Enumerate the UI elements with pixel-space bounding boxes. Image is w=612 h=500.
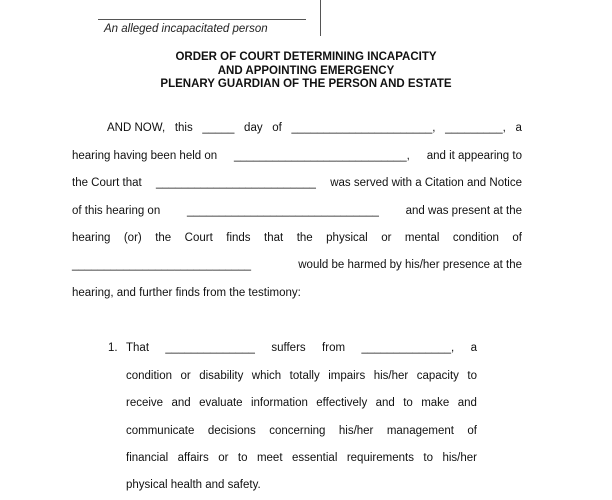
word: impairs bbox=[328, 370, 366, 382]
caption-signature-line bbox=[98, 19, 306, 20]
word: to bbox=[423, 452, 433, 464]
caption-vertical-rule bbox=[320, 0, 321, 36]
word: evaluate bbox=[199, 397, 243, 409]
blank-month: ______________________, bbox=[291, 122, 436, 134]
word: or bbox=[218, 452, 229, 464]
word: day bbox=[244, 122, 263, 134]
caption-label: An alleged incapacitated person bbox=[104, 23, 268, 35]
item-line-6: physical health and safety. bbox=[126, 479, 261, 491]
word: a bbox=[470, 342, 477, 354]
word: from bbox=[322, 342, 346, 354]
word: that bbox=[264, 232, 284, 244]
word: to bbox=[237, 452, 248, 464]
word: totally bbox=[289, 370, 320, 382]
blank-hearing-date: ___________________________, bbox=[233, 150, 410, 162]
item-line-5 bbox=[126, 452, 477, 464]
word: his/her bbox=[338, 425, 374, 437]
word: the bbox=[155, 232, 172, 244]
word: or bbox=[180, 370, 191, 382]
word: capacity bbox=[416, 370, 459, 382]
word: of bbox=[272, 122, 282, 134]
blank-person-name-2: ____________________________ bbox=[72, 259, 252, 271]
word: effectively bbox=[316, 397, 368, 409]
word: requirements bbox=[346, 452, 414, 464]
word: and bbox=[457, 397, 477, 409]
word: affairs bbox=[177, 452, 209, 464]
paragraph-line-1 bbox=[107, 122, 522, 134]
document-title bbox=[0, 51, 612, 92]
word: condition bbox=[126, 370, 173, 382]
word: disability bbox=[199, 370, 244, 382]
item-line-3 bbox=[126, 397, 477, 409]
word: suffers bbox=[271, 342, 306, 354]
text-segment: the Court that bbox=[72, 177, 142, 189]
word: to bbox=[403, 397, 413, 409]
word: and bbox=[171, 397, 191, 409]
word: finds bbox=[226, 232, 251, 244]
word: (or) bbox=[123, 232, 142, 244]
word: and bbox=[375, 397, 395, 409]
word: financial bbox=[126, 452, 169, 464]
word: information bbox=[250, 397, 308, 409]
word: his/her bbox=[442, 452, 477, 464]
title-line-2: AND APPOINTING EMERGENCY bbox=[217, 64, 395, 77]
word: condition bbox=[452, 232, 499, 244]
word: to bbox=[467, 370, 477, 382]
list-item-number: 1. bbox=[108, 342, 118, 354]
word: communicate bbox=[126, 425, 195, 437]
word: which bbox=[251, 370, 282, 382]
word: a bbox=[515, 122, 522, 134]
title-line-1: ORDER OF COURT DETERMINING INCAPACITY bbox=[175, 51, 437, 63]
paragraph-line-7: hearing, and further finds from the testimony: bbox=[72, 287, 301, 299]
item-line-2 bbox=[126, 370, 477, 382]
blank-hearing-date-2: ______________________________ bbox=[187, 205, 379, 217]
word: his/her bbox=[373, 370, 409, 382]
word: mental bbox=[404, 232, 440, 244]
paragraph-line-2 bbox=[72, 150, 522, 162]
blank-person-name-3: ______________ bbox=[165, 342, 255, 354]
word: meet bbox=[256, 452, 283, 464]
word: physical bbox=[326, 232, 368, 244]
word: essential bbox=[291, 452, 338, 464]
text-segment: of this hearing on bbox=[72, 205, 161, 217]
word: of bbox=[512, 232, 522, 244]
item-line-4 bbox=[126, 425, 477, 437]
paragraph-line-6 bbox=[72, 259, 522, 271]
paragraph-line-3 bbox=[72, 177, 522, 189]
word: management bbox=[386, 425, 454, 437]
paragraph-line-4 bbox=[72, 205, 522, 217]
blank-condition: ______________, bbox=[361, 342, 455, 354]
blank-person-name: _________________________ bbox=[156, 177, 316, 189]
word: Court bbox=[184, 232, 213, 244]
word: this bbox=[174, 122, 193, 134]
text-segment: would be harmed by his/her presence at the bbox=[298, 259, 522, 271]
word: concerning bbox=[269, 425, 326, 437]
title-line-3: PLENARY GUARDIAN OF THE PERSON AND ESTATE bbox=[160, 78, 452, 90]
text-segment: and it appearing to bbox=[426, 150, 522, 162]
item-line-1 bbox=[126, 342, 477, 354]
word: of bbox=[467, 425, 477, 437]
blank-year: _________, bbox=[445, 122, 506, 134]
word: hearing bbox=[72, 232, 111, 244]
text-segment: hearing having been held on bbox=[72, 150, 218, 162]
blank-day: _____ bbox=[202, 122, 235, 134]
word: decisions bbox=[207, 425, 256, 437]
word: receive bbox=[126, 397, 164, 409]
word: make bbox=[421, 397, 450, 409]
paragraph-line-5 bbox=[72, 232, 522, 244]
word: or bbox=[381, 232, 392, 244]
text-segment: and was present at the bbox=[405, 205, 522, 217]
word: the bbox=[296, 232, 313, 244]
word: That bbox=[126, 342, 150, 354]
word: AND NOW, bbox=[107, 122, 166, 134]
text-segment: was served with a Citation and Notice bbox=[330, 177, 522, 189]
